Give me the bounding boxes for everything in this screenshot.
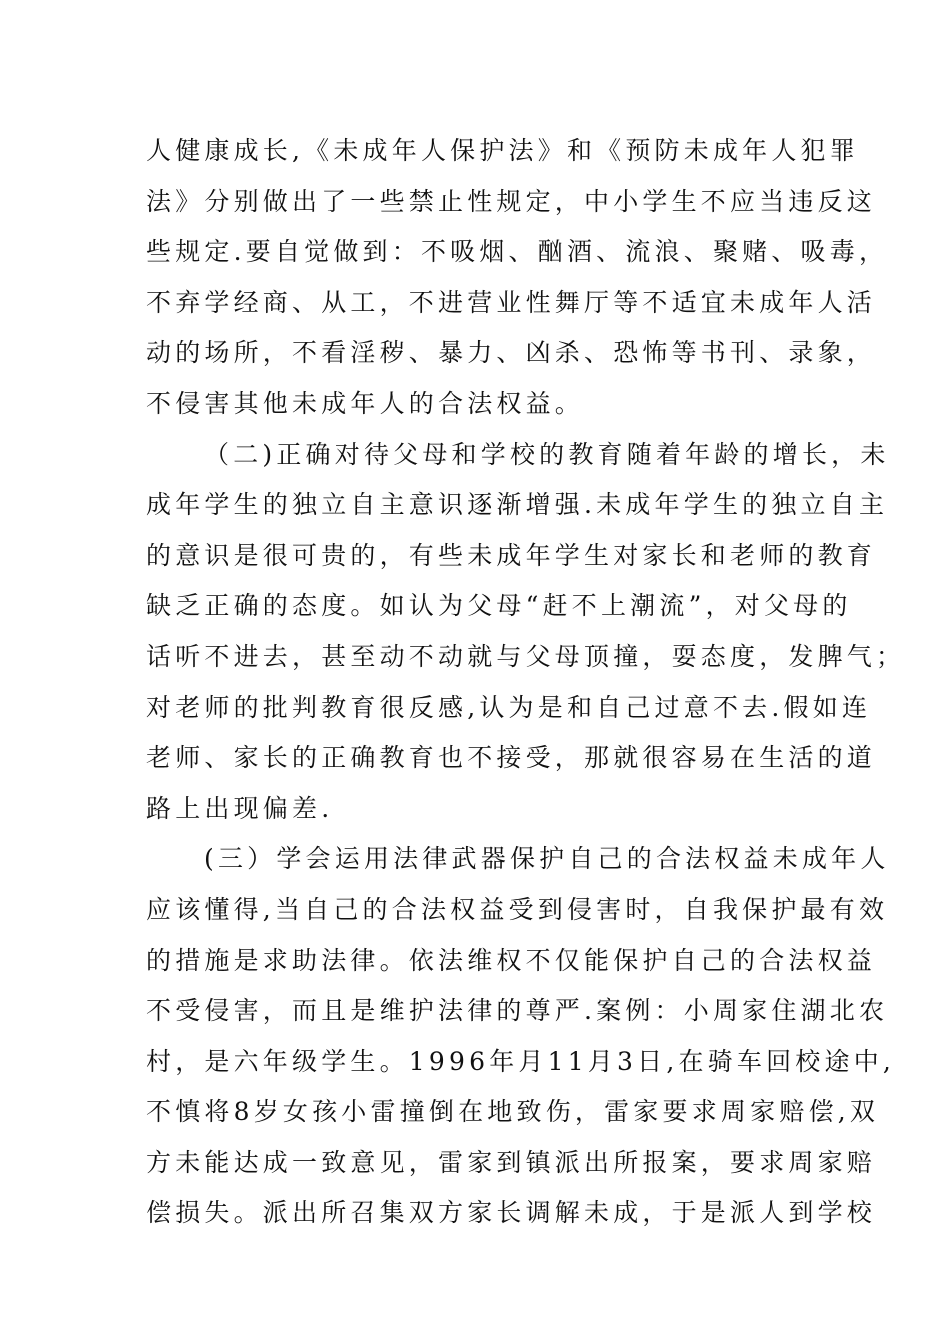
text-line: 不弃学经商、从工，不进营业性舞厅等不适宜未成年人活 [146,287,877,317]
text-line: 动的场所，不看淫秽、暴力、凶杀、恐怖等书刊、录象， [146,338,877,368]
text-line: 不侵害其他未成年人的合法权益。 [146,388,585,418]
text-line: 的意识是很可贵的，有些未成年学生对家长和老师的教育 [146,540,877,570]
text-line: 老师、家长的正确教育也不接受，那就很容易在生活的道 [146,743,877,773]
body-text [146,126,906,1239]
text-line: 的措施是求助法律。依法维权不仅能保护自己的合法权益 [146,945,877,975]
text-line: 话听不进去，甚至动不动就与父母顶撞，耍态度，发脾气； [146,641,906,671]
text-line: 路上出现偏差. [146,793,334,823]
text-line: 些规定.要自觉做到：不吸烟、酗酒、流浪、聚赌、吸毒， [146,237,889,267]
text-line: 对老师的批判教育很反感,认为是和自己过意不去.假如连 [146,692,872,722]
paragraph-heading-3: (三）学会运用法律武器保护自己的合法权益未成年人 [204,844,890,874]
text-line: 不慎将8岁女孩小雷撞倒在地致伤，雷家要求周家赔偿,双 [146,1097,880,1127]
text-line: 缺乏正确的态度。如认为父母“赶不上潮流”，对父母的 [146,591,852,621]
text-line: 成年学生的独立自主意识逐渐增强.未成年学生的独立自主 [146,490,889,520]
text-line: 不受侵害，而且是维护法律的尊严.案例：小周家住湖北农 [146,996,889,1026]
text-line: 法》分别做出了一些禁止性规定，中小学生不应当违反这 [146,186,877,216]
text-line: 方未能达成一致意见，雷家到镇派出所报案，要求周家赔 [146,1147,877,1177]
text-line: 应该懂得,当自己的合法权益受到侵害时，自我保护最有效 [146,894,889,924]
paragraph-heading-2: （二)正确对待父母和学校的教育随着年龄的增长，未 [204,439,890,469]
text-line: 村，是六年级学生。1996年月11月3日,在骑车回校途中, [146,1046,896,1076]
text-line: 偿损失。派出所召集双方家长调解未成，于是派人到学校 [146,1198,877,1228]
text-line: 人健康成长,《未成年人保护法》和《预防未成年人犯罪 [146,136,859,165]
